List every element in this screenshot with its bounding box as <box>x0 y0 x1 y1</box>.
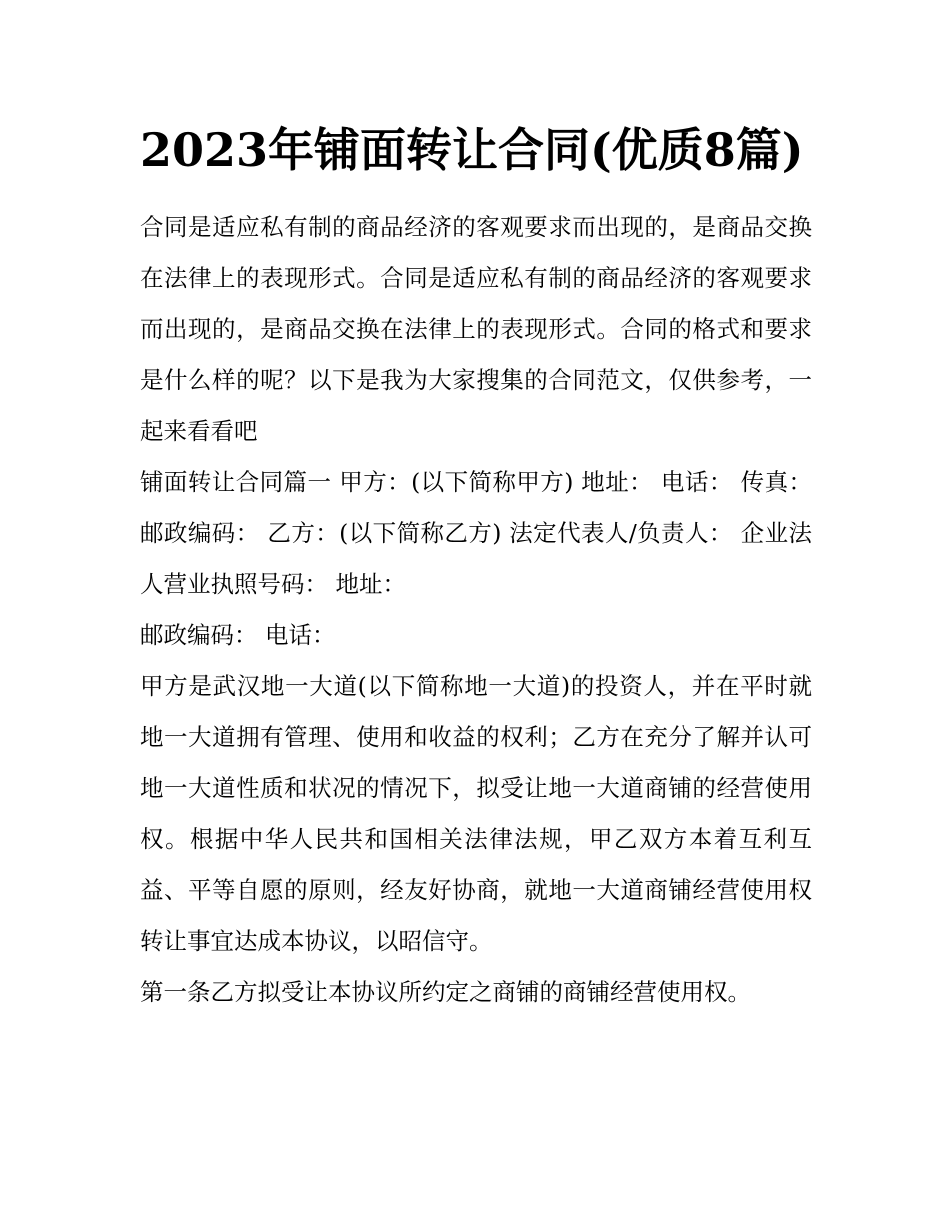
contact-paragraph: 邮政编码： 电话： <box>140 621 336 649</box>
document-page <box>140 112 812 1018</box>
background-paragraph: 甲方是武汉地一大道(以下简称地一大道)的投资人，并在平时就地一大道拥有管理、使用和收益的权利；乙方在充分了解并认可地一大道性质和状况的情况下，拟受让地一大道商铺的经营使用权。根据中华人民共和国相关法律法规，甲乙双方本着互利互益、平等自愿的原则，经友好协商，就地一大道商铺经营使用权转让事宜达成本协议，以昭信守。 <box>140 672 812 955</box>
party-info-paragraph: 铺面转让合同篇一 甲方：(以下简称甲方) 地址： 电话： 传真： 邮政编码： 乙方：(以下简称乙方) 法定代表人/负责人： 企业法人营业执照号码： 地址： <box>140 468 812 598</box>
document-title: 2023年铺面转让合同(优质8篇) <box>140 123 804 177</box>
article-one-paragraph: 第一条乙方拟受让本协议所约定之商铺的商铺经营使用权。 <box>140 978 751 1006</box>
intro-paragraph: 合同是适应私有制的商品经济的客观要求而出现的，是商品交换在法律上的表现形式。合同是适应私有制的商品经济的客观要求而出现的，是商品交换在法律上的表现形式。合同的格式和要求是什么样的呢？以下是我为大家搜集的合同范文，仅供参考，一起来看看吧 <box>140 213 812 445</box>
